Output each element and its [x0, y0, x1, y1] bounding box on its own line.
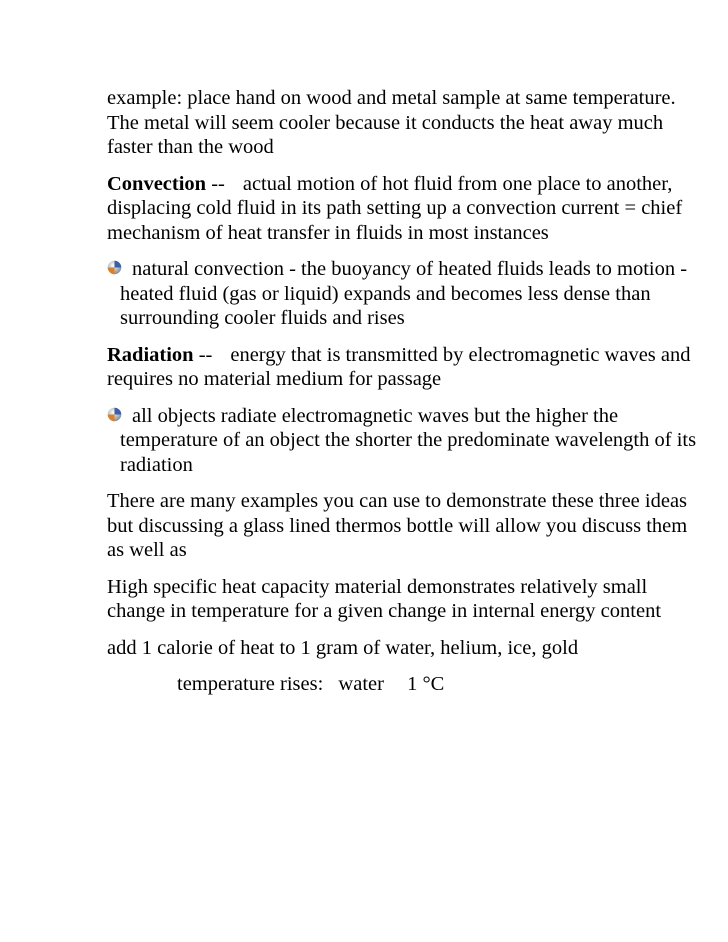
document-page: [107, 86, 707, 709]
term-dash: --: [211, 172, 225, 195]
paragraph-heat-capacity: High specific heat capacity material demonstrates relatively small change in temperature for a given change in internal energy content: [107, 575, 662, 622]
term-radiation: Radiation: [107, 343, 194, 366]
radiation-definition: energy that is transmitted by electromagnetic waves and requires no material medium for passage: [107, 343, 691, 390]
term-convection: Convection: [107, 172, 207, 195]
paragraph-radiation: [107, 343, 707, 392]
paragraph-wood-metal-example: example: place hand on wood and metal sample at same temperature. The metal will seem cooler because it conducts the heat away much faster than the wood: [107, 87, 676, 158]
bullet-sphere-icon: [107, 407, 122, 422]
bullet-text: all objects radiate electromagnetic waves but the higher the temperature of an object the shorter the predominate wavelength of its radiation: [120, 404, 697, 476]
bullet-radiate-waves: [107, 404, 707, 478]
bullet-text: natural convection - the buoyancy of heated fluids leads to motion - heated fluid (gas or liquid) expands and becomes less dense than surrounding cooler fluids and rises: [120, 258, 688, 329]
paragraph-convection: [107, 172, 707, 246]
temperature-rises-line: [107, 672, 707, 697]
term-dash: --: [198, 343, 213, 366]
bullet-sphere-icon: [107, 260, 122, 275]
paragraph-thermos-examples: There are many examples you can use to demonstrate these three ideas but discussing a glass lined thermos bottle will allow you discuss them as well as: [107, 490, 688, 561]
bullet-natural-convection: [107, 257, 707, 331]
paragraph-add-calorie: add 1 calorie of heat to 1 gram of water, helium, ice, gold: [107, 636, 579, 659]
convection-definition: actual motion of hot fluid from one place to another, displacing cold fluid in its path setting up a convection current = chief mechanism of heat transfer in fluids in most instances: [107, 172, 683, 244]
temp-label: temperature rises:: [177, 673, 324, 695]
temp-substance: water: [338, 673, 384, 695]
temp-value: 1 °C: [407, 673, 445, 695]
